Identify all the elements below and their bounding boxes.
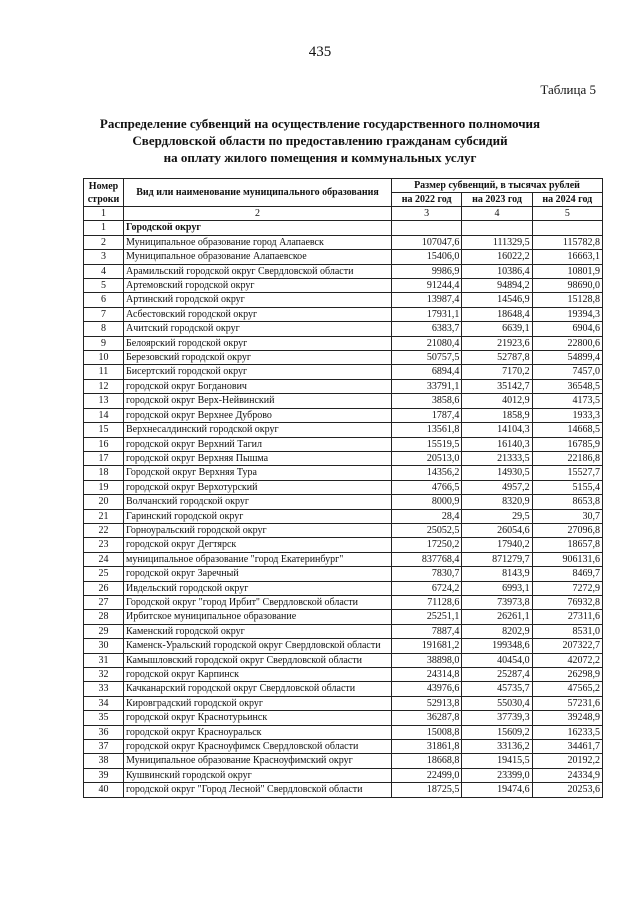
table-row	[84, 653, 603, 667]
amount-2024-cell: 22800,6	[532, 336, 602, 350]
amount-2023-cell: 25287,4	[462, 668, 532, 682]
column-number: 3	[392, 207, 462, 221]
amount-2024-cell: 19394,3	[532, 307, 602, 321]
municipality-name-cell: Кировградский городской округ	[124, 696, 392, 710]
amount-2024-cell: 207322,7	[532, 639, 602, 653]
table-label: Таблица 5	[540, 82, 596, 97]
table-row	[84, 394, 603, 408]
table-row	[84, 437, 603, 451]
amount-2023-cell: 6993,1	[462, 581, 532, 595]
row-number-cell: 3	[84, 250, 124, 264]
row-number-cell: 33	[84, 682, 124, 696]
amount-2024-cell: 27096,8	[532, 523, 602, 537]
table-row	[84, 523, 603, 537]
amount-2023-cell: 14930,5	[462, 466, 532, 480]
table-row	[84, 552, 603, 566]
amount-2022-cell: 6383,7	[392, 322, 462, 336]
amount-2023-cell: 18648,4	[462, 307, 532, 321]
amount-2024-cell: 20192,2	[532, 754, 602, 768]
table-row	[84, 293, 603, 307]
amount-2024-cell: 6904,6	[532, 322, 602, 336]
table-row	[84, 740, 603, 754]
header-amount: Размер субвенций, в тысячах рублей	[392, 179, 603, 193]
amount-2023-cell: 10386,4	[462, 264, 532, 278]
amount-2023-cell: 19474,6	[462, 783, 532, 797]
table-row	[84, 423, 603, 437]
amount-2023-cell	[462, 221, 532, 235]
amount-2024-cell	[532, 221, 602, 235]
amount-2024-cell: 20253,6	[532, 783, 602, 797]
municipality-name-cell: городской округ Красноуральск	[124, 725, 392, 739]
municipality-name-cell: Гаринский городской округ	[124, 509, 392, 523]
row-number-cell: 36	[84, 725, 124, 739]
municipality-name-cell: городской округ Верхний Тагил	[124, 437, 392, 451]
amount-2024-cell: 16233,5	[532, 725, 602, 739]
amount-2024-cell: 47565,2	[532, 682, 602, 696]
row-number-cell: 21	[84, 509, 124, 523]
amount-2023-cell: 52787,8	[462, 351, 532, 365]
subsidy-table	[83, 178, 603, 798]
amount-2022-cell: 4766,5	[392, 480, 462, 494]
amount-2024-cell: 16785,9	[532, 437, 602, 451]
amount-2022-cell: 6724,2	[392, 581, 462, 595]
row-number-cell: 23	[84, 538, 124, 552]
amount-2022-cell: 17931,1	[392, 307, 462, 321]
municipality-name-cell: городской округ "Город Лесной" Свердловской области	[124, 783, 392, 797]
municipality-name-cell: Арамильский городской округ Свердловской области	[124, 264, 392, 278]
amount-2023-cell: 45735,7	[462, 682, 532, 696]
amount-2023-cell: 199348,6	[462, 639, 532, 653]
header-year-2022: на 2022 год	[392, 193, 462, 207]
amount-2023-cell: 29,5	[462, 509, 532, 523]
table-row	[84, 624, 603, 638]
row-number-cell: 37	[84, 740, 124, 754]
amount-2022-cell: 20513,0	[392, 451, 462, 465]
table-row	[84, 250, 603, 264]
row-number-cell: 20	[84, 495, 124, 509]
amount-2023-cell: 23399,0	[462, 768, 532, 782]
title-line: Свердловской области по предоставлению гражданам субсидий	[132, 133, 508, 148]
table-row	[84, 264, 603, 278]
municipality-name-cell: Городской округ	[124, 221, 392, 235]
amount-2023-cell: 73973,8	[462, 595, 532, 609]
table-row	[84, 696, 603, 710]
amount-2022-cell: 24314,8	[392, 668, 462, 682]
row-number-cell: 27	[84, 595, 124, 609]
municipality-name-cell: городской округ Богданович	[124, 379, 392, 393]
municipality-name-cell: городской округ Красноуфимск Свердловской области	[124, 740, 392, 754]
row-number-cell: 15	[84, 423, 124, 437]
table-row	[84, 221, 603, 235]
column-number: 5	[532, 207, 602, 221]
amount-2024-cell: 22186,8	[532, 451, 602, 465]
amount-2022-cell: 7830,7	[392, 567, 462, 581]
row-number-cell: 31	[84, 653, 124, 667]
municipality-name-cell: городской округ Дегтярск	[124, 538, 392, 552]
municipality-name-cell: Ивдельский городской округ	[124, 581, 392, 595]
amount-2023-cell: 26261,1	[462, 610, 532, 624]
amount-2024-cell: 1933,3	[532, 408, 602, 422]
table-row	[84, 365, 603, 379]
row-number-cell: 25	[84, 567, 124, 581]
amount-2022-cell: 14356,2	[392, 466, 462, 480]
amount-2022-cell: 36287,8	[392, 711, 462, 725]
municipality-name-cell: муниципальное образование "город Екатеринбург"	[124, 552, 392, 566]
row-number-cell: 28	[84, 610, 124, 624]
amount-2023-cell: 4957,2	[462, 480, 532, 494]
title-line: Распределение субвенций на осуществление государственного полномочия	[99, 116, 541, 131]
amount-2023-cell: 21923,6	[462, 336, 532, 350]
amount-2022-cell: 21080,4	[392, 336, 462, 350]
municipality-name-cell: Бисертский городской округ	[124, 365, 392, 379]
row-number-cell: 11	[84, 365, 124, 379]
municipality-name-cell: Ирбитское муниципальное образование	[124, 610, 392, 624]
amount-2024-cell: 76932,8	[532, 595, 602, 609]
table-row	[84, 725, 603, 739]
row-number-cell: 5	[84, 279, 124, 293]
table-row	[84, 768, 603, 782]
header-name: Вид или наименование муниципального образования	[124, 179, 392, 207]
amount-2023-cell: 35142,7	[462, 379, 532, 393]
municipality-name-cell: Городской округ "город Ирбит" Свердловской области	[124, 595, 392, 609]
amount-2022-cell: 15008,8	[392, 725, 462, 739]
amount-2022-cell: 17250,2	[392, 538, 462, 552]
document-title	[70, 115, 570, 166]
municipality-name-cell: городской округ Заречный	[124, 567, 392, 581]
amount-2024-cell: 42072,2	[532, 653, 602, 667]
municipality-name-cell: Городской округ Верхняя Тура	[124, 466, 392, 480]
amount-2022-cell: 15519,5	[392, 437, 462, 451]
amount-2022-cell: 18725,5	[392, 783, 462, 797]
amount-2023-cell: 26054,6	[462, 523, 532, 537]
amount-2023-cell: 7170,2	[462, 365, 532, 379]
row-number-cell: 19	[84, 480, 124, 494]
amount-2022-cell: 43976,6	[392, 682, 462, 696]
table-row	[84, 322, 603, 336]
amount-2024-cell: 7272,9	[532, 581, 602, 595]
municipality-name-cell: Кушвинский городской округ	[124, 768, 392, 782]
column-number: 2	[124, 207, 392, 221]
column-number: 1	[84, 207, 124, 221]
amount-2022-cell: 1787,4	[392, 408, 462, 422]
table-row	[84, 783, 603, 797]
amount-2024-cell: 906131,6	[532, 552, 602, 566]
table-row	[84, 581, 603, 595]
amount-2022-cell: 25251,1	[392, 610, 462, 624]
table-row	[84, 451, 603, 465]
municipality-name-cell: Горноуральский городской округ	[124, 523, 392, 537]
amount-2023-cell: 94894,2	[462, 279, 532, 293]
amount-2023-cell: 15609,2	[462, 725, 532, 739]
row-number-cell: 12	[84, 379, 124, 393]
amount-2023-cell: 40454,0	[462, 653, 532, 667]
amount-2022-cell: 52913,8	[392, 696, 462, 710]
municipality-name-cell: Ачитский городской округ	[124, 322, 392, 336]
amount-2023-cell: 21333,5	[462, 451, 532, 465]
amount-2022-cell: 3858,6	[392, 394, 462, 408]
row-number-cell: 14	[84, 408, 124, 422]
row-number-cell: 40	[84, 783, 124, 797]
amount-2023-cell: 8320,9	[462, 495, 532, 509]
amount-2023-cell: 6639,1	[462, 322, 532, 336]
amount-2023-cell: 17940,2	[462, 538, 532, 552]
header-row-number: Номер строки	[84, 179, 124, 207]
table-row	[84, 408, 603, 422]
table-row	[84, 351, 603, 365]
municipality-name-cell: городской округ Краснотурьинск	[124, 711, 392, 725]
municipality-name-cell: городской округ Верх-Нейвинский	[124, 394, 392, 408]
amount-2024-cell: 8531,0	[532, 624, 602, 638]
amount-2022-cell	[392, 221, 462, 235]
amount-2023-cell: 33136,2	[462, 740, 532, 754]
row-number-cell: 39	[84, 768, 124, 782]
amount-2022-cell: 13561,8	[392, 423, 462, 437]
municipality-name-cell: Камышловский городской округ Свердловской области	[124, 653, 392, 667]
amount-2022-cell: 38898,0	[392, 653, 462, 667]
table-row	[84, 711, 603, 725]
table-row	[84, 538, 603, 552]
column-number: 4	[462, 207, 532, 221]
row-number-cell: 1	[84, 221, 124, 235]
amount-2024-cell: 10801,9	[532, 264, 602, 278]
table-body	[84, 221, 603, 797]
amount-2022-cell: 6894,4	[392, 365, 462, 379]
amount-2023-cell: 19415,5	[462, 754, 532, 768]
table-row	[84, 336, 603, 350]
amount-2023-cell: 871279,7	[462, 552, 532, 566]
amount-2023-cell: 55030,4	[462, 696, 532, 710]
row-number-cell: 29	[84, 624, 124, 638]
amount-2024-cell: 24334,9	[532, 768, 602, 782]
municipality-name-cell: Верхнесалдинский городской округ	[124, 423, 392, 437]
municipality-name-cell: городской округ Карпинск	[124, 668, 392, 682]
amount-2024-cell: 26298,9	[532, 668, 602, 682]
municipality-name-cell: Качканарский городской округ Свердловской области	[124, 682, 392, 696]
page-number: 435	[308, 44, 332, 60]
amount-2022-cell: 9986,9	[392, 264, 462, 278]
table-row	[84, 466, 603, 480]
table-row	[84, 480, 603, 494]
municipality-name-cell: Муниципальное образование Красноуфимский округ	[124, 754, 392, 768]
amount-2024-cell: 34461,7	[532, 740, 602, 754]
municipality-name-cell: Асбестовский городской округ	[124, 307, 392, 321]
municipality-name-cell: Березовский городской округ	[124, 351, 392, 365]
amount-2023-cell: 8202,9	[462, 624, 532, 638]
header-year-2023: на 2023 год	[462, 193, 532, 207]
row-number-cell: 26	[84, 581, 124, 595]
table-row	[84, 754, 603, 768]
municipality-name-cell: Муниципальное образование Алапаевское	[124, 250, 392, 264]
municipality-name-cell: Артемовский городской округ	[124, 279, 392, 293]
amount-2024-cell: 7457,0	[532, 365, 602, 379]
amount-2023-cell: 8143,9	[462, 567, 532, 581]
municipality-name-cell: Артинский городской округ	[124, 293, 392, 307]
row-number-cell: 6	[84, 293, 124, 307]
amount-2022-cell: 28,4	[392, 509, 462, 523]
row-number-cell: 13	[84, 394, 124, 408]
table-row	[84, 509, 603, 523]
amount-2024-cell: 18657,8	[532, 538, 602, 552]
amount-2024-cell: 5155,4	[532, 480, 602, 494]
municipality-name-cell: городской округ Верхотурский	[124, 480, 392, 494]
amount-2024-cell: 8653,8	[532, 495, 602, 509]
amount-2024-cell: 14668,5	[532, 423, 602, 437]
row-number-cell: 9	[84, 336, 124, 350]
municipality-name-cell: городской округ Верхнее Дуброво	[124, 408, 392, 422]
row-number-cell: 24	[84, 552, 124, 566]
amount-2024-cell: 98690,0	[532, 279, 602, 293]
row-number-cell: 18	[84, 466, 124, 480]
row-number-cell: 30	[84, 639, 124, 653]
header-year-2024: на 2024 год	[532, 193, 602, 207]
amount-2023-cell: 4012,9	[462, 394, 532, 408]
amount-2022-cell: 18668,8	[392, 754, 462, 768]
amount-2023-cell: 37739,3	[462, 711, 532, 725]
amount-2023-cell: 111329,5	[462, 235, 532, 249]
amount-2024-cell: 57231,6	[532, 696, 602, 710]
row-number-cell: 7	[84, 307, 124, 321]
table-row	[84, 307, 603, 321]
table-row	[84, 668, 603, 682]
municipality-name-cell: городской округ Верхняя Пышма	[124, 451, 392, 465]
amount-2023-cell: 14546,9	[462, 293, 532, 307]
amount-2024-cell: 30,7	[532, 509, 602, 523]
amount-2023-cell: 1858,9	[462, 408, 532, 422]
table-row	[84, 639, 603, 653]
row-number-cell: 38	[84, 754, 124, 768]
table-row	[84, 595, 603, 609]
amount-2023-cell: 14104,3	[462, 423, 532, 437]
amount-2022-cell: 837768,4	[392, 552, 462, 566]
amount-2023-cell: 16140,3	[462, 437, 532, 451]
amount-2022-cell: 33791,1	[392, 379, 462, 393]
amount-2022-cell: 91244,4	[392, 279, 462, 293]
amount-2022-cell: 15406,0	[392, 250, 462, 264]
amount-2024-cell: 16663,1	[532, 250, 602, 264]
amount-2023-cell: 16022,2	[462, 250, 532, 264]
amount-2022-cell: 71128,6	[392, 595, 462, 609]
row-number-cell: 8	[84, 322, 124, 336]
municipality-name-cell: Каменский городской округ	[124, 624, 392, 638]
amount-2022-cell: 50757,5	[392, 351, 462, 365]
amount-2024-cell: 15128,8	[532, 293, 602, 307]
amount-2022-cell: 7887,4	[392, 624, 462, 638]
row-number-cell: 2	[84, 235, 124, 249]
amount-2024-cell: 36548,5	[532, 379, 602, 393]
amount-2022-cell: 191681,2	[392, 639, 462, 653]
table-row	[84, 235, 603, 249]
row-number-cell: 22	[84, 523, 124, 537]
amount-2024-cell: 39248,9	[532, 711, 602, 725]
row-number-cell: 34	[84, 696, 124, 710]
row-number-cell: 32	[84, 668, 124, 682]
table-row	[84, 379, 603, 393]
amount-2022-cell: 8000,9	[392, 495, 462, 509]
table-row	[84, 279, 603, 293]
municipality-name-cell: Волчанский городской округ	[124, 495, 392, 509]
row-number-cell: 16	[84, 437, 124, 451]
table-row	[84, 682, 603, 696]
title-line: на оплату жилого помещения и коммунальных услуг	[163, 150, 477, 165]
table-row	[84, 567, 603, 581]
row-number-cell: 35	[84, 711, 124, 725]
row-number-cell: 17	[84, 451, 124, 465]
amount-2024-cell: 115782,8	[532, 235, 602, 249]
amount-2022-cell: 22499,0	[392, 768, 462, 782]
amount-2024-cell: 4173,5	[532, 394, 602, 408]
amount-2022-cell: 25052,5	[392, 523, 462, 537]
municipality-name-cell: Каменск-Уральский городской округ Свердловской области	[124, 639, 392, 653]
municipality-name-cell: Муниципальное образование город Алапаевск	[124, 235, 392, 249]
amount-2022-cell: 13987,4	[392, 293, 462, 307]
row-number-cell: 10	[84, 351, 124, 365]
table-row	[84, 610, 603, 624]
amount-2024-cell: 27311,6	[532, 610, 602, 624]
amount-2024-cell: 54899,4	[532, 351, 602, 365]
amount-2024-cell: 8469,7	[532, 567, 602, 581]
amount-2024-cell: 15527,7	[532, 466, 602, 480]
municipality-name-cell: Белоярский городской округ	[124, 336, 392, 350]
amount-2022-cell: 31861,8	[392, 740, 462, 754]
amount-2022-cell: 107047,6	[392, 235, 462, 249]
table-row	[84, 495, 603, 509]
row-number-cell: 4	[84, 264, 124, 278]
